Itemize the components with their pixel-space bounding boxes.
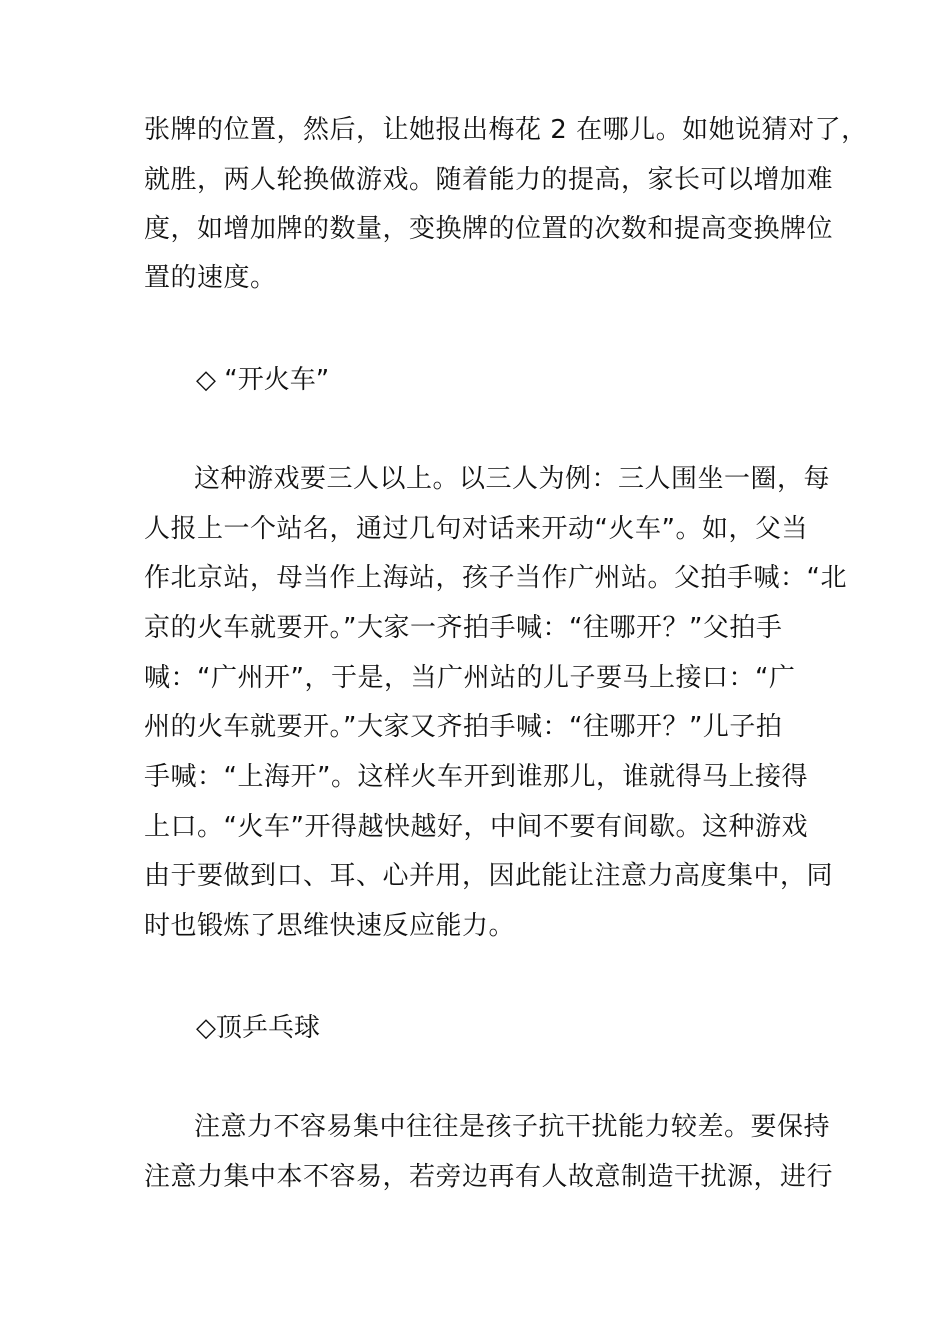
paragraph-2-line-10: 时也锻炼了思维快速反应能力。 [144,911,516,941]
paragraph-2-line-9: 由于要做到口、耳、心并用，因此能让注意力高度集中，同 [144,861,834,891]
paragraph-2-line-6: 州的火车就要开。”大家又齐拍手喊：“往哪开？”儿子拍 [144,712,783,742]
paragraph-1-line-1: 张牌的位置，然后，让她报出梅花 2 在哪儿。如她说猜对了， [144,115,868,145]
paragraph-2-line-2: 人报上一个站名，通过几句对话来开动“火车”。如，父当 [144,514,808,544]
paragraph-2-line-4: 京的火车就要开。”大家一齐拍手喊：“往哪开？”父拍手 [144,613,783,643]
paragraph-1-line-2: 就胜，两人轮换做游戏。随着能力的提高，家长可以增加难 [144,165,834,195]
section-heading-train-game: ◇ “开火车” [196,365,330,395]
paragraph-2-line-5: 喊：“广州开”，于是，当广州站的儿子要马上接口：“广 [144,663,796,693]
paragraph-3-line-2: 注意力集中本不容易，若旁边再有人故意制造干扰源，进行 [144,1162,834,1192]
paragraph-1-line-3: 度，如增加牌的数量，变换牌的位置的次数和提高变换牌位 [144,214,834,244]
paragraph-2-line-1: 这种游戏要三人以上。以三人为例：三人围坐一圈，每 [194,464,831,494]
paragraph-2-line-8: 上口。“火车”开得越快越好，中间不要有间歇。这种游戏 [144,812,808,842]
paragraph-2-line-7: 手喊：“上海开”。这样火车开到谁那儿，谁就得马上接得 [144,762,808,792]
section-heading-ping-pong: ◇顶乒乓球 [196,1013,320,1043]
paragraph-2-line-3: 作北京站，母当作上海站，孩子当作广州站。父拍手喊：“北 [144,563,847,593]
paragraph-3-line-1: 注意力不容易集中往往是孩子抗干扰能力较差。要保持 [194,1112,831,1142]
paragraph-1-line-4: 置的速度。 [144,263,277,293]
